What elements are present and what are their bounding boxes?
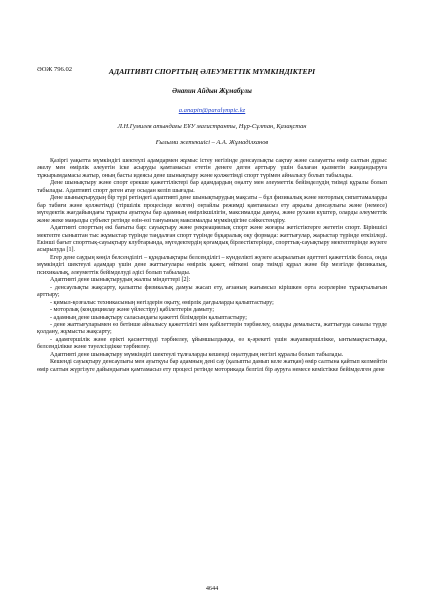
author-email (37, 107, 387, 115)
list-item: - денсаулықты жақсарту, қалыпты физикалық дамуы жасап ету, ағзаның жағымсыз кірішкен орта әсерлеріне тұрақтылығын арттыру; (37, 284, 387, 299)
advisor: Ғылыми жетекшісі – А.А. Жұмаділханов (155, 139, 269, 146)
paragraph: Егер дене саудың көңіл белсенділігі – құндылықтары белсенділігі – күнделікті жүзеге асырылатын әдеттегі қажеттілік болса, онда мүмкіндігі шектеулі адамдар үшін дене жаттығулары өмірлік қажет, өйткені олар тиімді құрал және бір мезгілде физикалық, психикалық, әлеуметтік бейімделуді әдісі болып табылады. (37, 254, 387, 276)
article-body (37, 158, 387, 374)
task-list (37, 285, 387, 352)
list-item: - дене жаттығуларымен өз бетінше айналысу қажеттілігі мен қабілеттерін тәрбиелеу, оларды демалыста, жаттығуда саналы түрде қолдану, жұмысты жақсарту; (37, 321, 387, 336)
udc-code: ӘОЖ 796.02 (37, 66, 73, 73)
paragraph: Дене шынықтырудың бір түрі ретіндегі адаптивті дене шынықтырудың мақсаты – бұл физикалық және моторлық сипаттамаларды бар табиғи және қолжетімді (тіршілік процесінде келген) оңтайлы режимді қамтамасыз ету арқылы денсаулығы және (немесе) мүгедектік жағдайындағы тұрақты ауытқуы бар адамның өмірлікшілігін, максималды дамуы, және рухани күштер, оларды әлеуметтік және жеке маңызды субъект ретінде өзін-өзі тануының максималды мүмкіндігіне сәйкестендіру. (37, 195, 387, 224)
page-number: 4644 (205, 585, 219, 592)
list-item: - моторлық (кондициялау және үйлестіру) қабілеттерін дамыту; (50, 307, 214, 314)
list-item: - адамгершілік және ерікті қасиеттерді тәрбиелеу, ұйымшылдыққа, өз қ-әрекеті үшін жауапкершілікке, ынтымақтастыққа, белсенділікке және тәуелсіздікке тәрбиелеу. (37, 336, 387, 351)
paragraph: Адаптивті дене шынықтыру мүмкіндігі шектеулі тұлғаларды кешенді оңалтудың негізгі құралы болып табылады. (50, 351, 344, 358)
paragraph: Кешенді сауықтыру денсаулығы мен ауытқуы бар адамның дені сау (қалыпты дамып келе жатқан) өмір салтына қайтып келмейтін өмір салтын жүргізуге дайындығын қамтамасыз ету процесі ретінде моторикада белгілі бір ауруға немесе кемістікке бейімделген дене (37, 359, 387, 373)
affiliation: Л.Н.Гумилев атындағы ЕҰУ магистранты, Нұр-Сұлтан, Қазақстан (117, 123, 307, 130)
author-name: Әнапин Айдын Жұмабұлы (172, 88, 252, 95)
paragraph: Адаптивті дене шынықтырудың жалпы міндеттері [2]: (50, 277, 191, 284)
paragraph: Адаптивті спорттың екі бағыты бар: сауықтыру және рекреациялық спорт және жоғары жетістіктерге жететін спорт. Біріншісі мектепте сыныптан тыс жұмыстар түрінде таңдалған спорт түрінде бұқаралық оқу формада: жаттығулар, жарыстар түрінде өткізіледі. Екінші бағыт спорттық-сауықтыру клубтарында, мүгедектердің қоғамдық бірлестіктерінде, спорттық-сауықтыру мектептерінде жүзеге асырылуда [1]. (37, 225, 387, 254)
paragraph: Дене шынықтыру және спорт ерекше қажеттіліктері бар адамдардың оңалту мен әлеуметтік бейімделудің тиімді құралы болып табылады. Адаптивті спорт деген атау осыдан келіп шығады. (37, 180, 387, 194)
article-title: АДАПТИВТІ СПОРТТЫҢ ӘЛЕУМЕТТІК МҮМКІНДІКТЕРІ (108, 67, 316, 76)
paragraph: Қазіргі уақытта мүмкіндігі шектеулі адамдармен жұмыс істеу негізінде денсаулықты сақтау және салауатты өмір салтын дұрыс әкелу мен өмірлік әлеуетін іске асыруды қамтамасыз ететін денеге деген арттыру үшін балаған қызметін жандандыруға тұжырымдамасы жатыр, оның басты идеясы дене шынықтыру және қолжетімді спорт түрімен айналысу болып табылады. (37, 158, 387, 179)
email-link[interactable]: a.anapin@paralympic.kz (178, 107, 246, 114)
list-item: - адамның дене шынықтыру саласындағы қажетті білімдерін қалыптастыру; (50, 314, 247, 321)
list-item: - қимыл-қозғалыс техникасының негіздерін оқыту, өмірлік дағдыларды қалыптастыру; (50, 299, 274, 306)
